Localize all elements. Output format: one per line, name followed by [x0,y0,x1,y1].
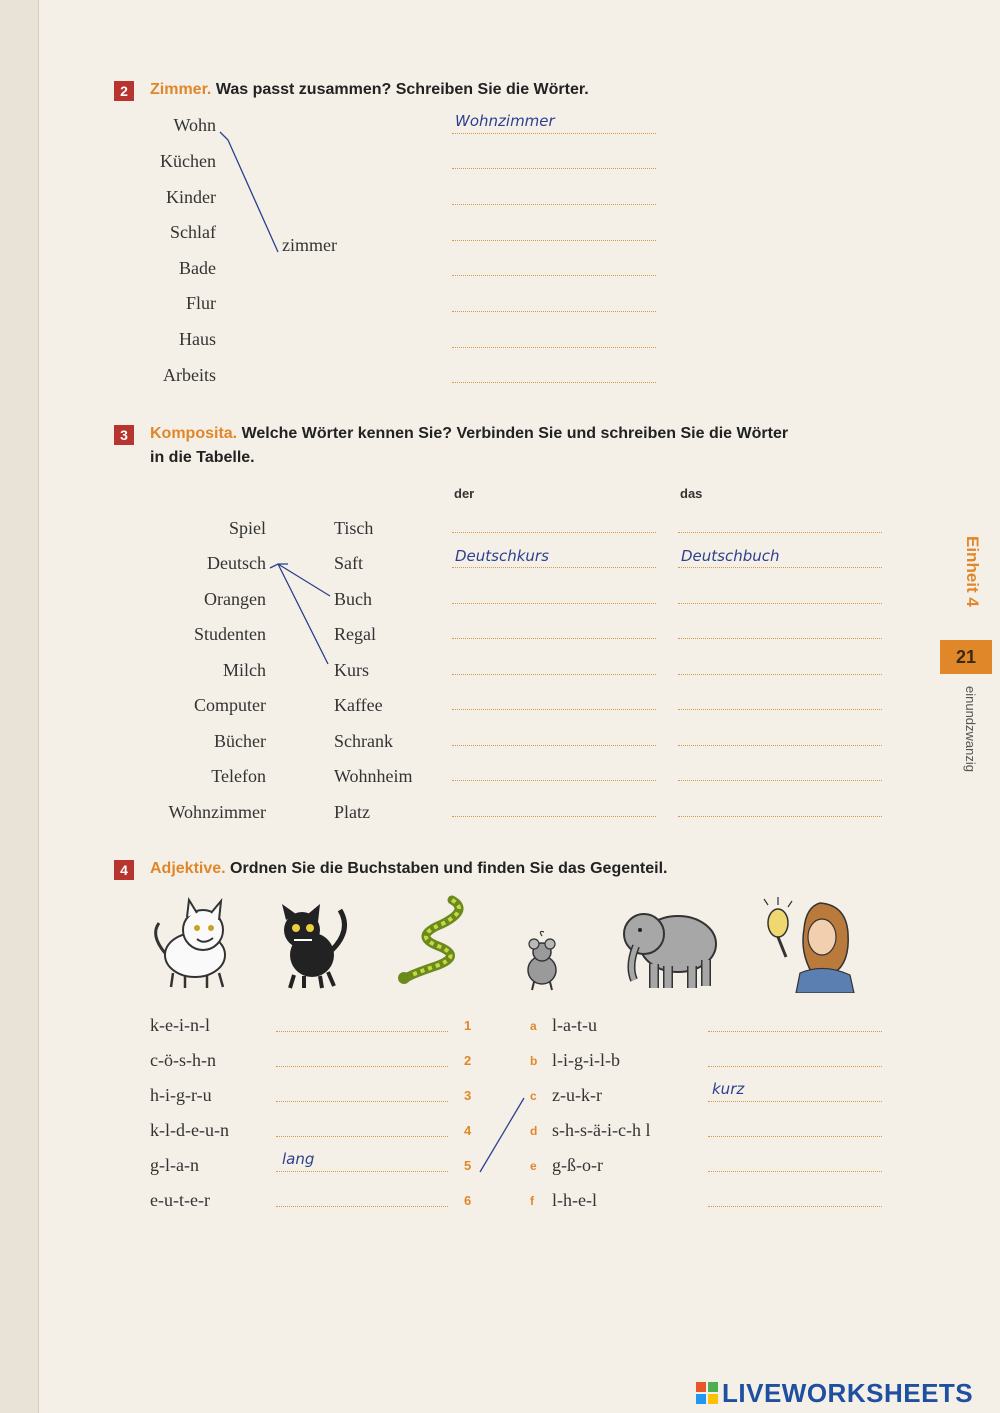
der-answer-line[interactable] [452,532,656,533]
scramble-right: l-i-g-i-l-b [552,1050,620,1070]
scramble-right: g-ß-o-r [552,1155,603,1175]
task4-instruction: Ordnen Sie die Buchstaben und finden Sie das Gegenteil. [230,860,668,877]
task3-right-word: Tisch [334,518,374,538]
item-letter: b [530,1054,538,1068]
scramble-right: s-h-s-ä-i-c-h l [552,1120,651,1140]
task3-left-word: Wohnzimmer [168,802,266,822]
task3-left-word: Deutsch [207,553,266,573]
answer-line[interactable] [452,347,656,348]
scramble-left: c-ö-s-h-n [150,1050,216,1070]
page-number: 21 [940,640,992,674]
item-letter: c [530,1089,537,1103]
task3-right-word: Regal [334,624,376,644]
right-answer-line[interactable] [708,1031,882,1032]
das-answer-line[interactable] [678,816,882,817]
task2-connector-line [210,120,290,260]
elephant-icon [614,900,724,992]
scramble-left: k-e-i-n-l [150,1015,210,1035]
der-answer-line[interactable] [452,780,656,781]
das-answer-line[interactable] [678,745,882,746]
task2-keyword: Zimmer. [150,81,212,98]
task3-title [150,425,890,443]
item-number: 6 [464,1193,472,1208]
task3-instruction: Welche Wörter kennen Sie? Verbinden Sie und schreiben Sie die Wörter [241,425,789,442]
task3-left-word: Computer [194,695,266,715]
right-answer-line[interactable] [708,1136,882,1137]
answer-line[interactable] [452,133,656,134]
task2-word: Flur [185,293,216,313]
item-letter: d [530,1124,538,1138]
white-cat-icon [145,895,240,990]
task2-word: Wohn [173,115,216,135]
mouse-icon [518,930,566,992]
scramble-left: g-l-a-n [150,1155,199,1175]
liveworksheets-logo-text: LIVEWORKSHEETS [722,1378,974,1408]
task3-left-word: Spiel [228,518,266,538]
item-number: 3 [464,1088,472,1103]
scramble-right: l-h-e-l [552,1190,597,1210]
left-answer-line[interactable] [276,1206,448,1207]
scramble-right: z-u-k-r [552,1085,602,1105]
das-answer-line[interactable] [678,674,882,675]
snake-icon [392,890,472,990]
der-answer-handwritten: Deutschkurs [455,547,549,565]
right-answer-line[interactable] [708,1171,882,1172]
das-answer-line[interactable] [678,567,882,568]
task4-number-badge: 4 [114,860,134,880]
item-letter: e [530,1159,537,1173]
task2-number-badge: 2 [114,81,134,101]
task4-keyword: Adjektive. [150,860,226,877]
left-answer-line[interactable] [276,1031,448,1032]
answer-line[interactable] [452,311,656,312]
item-letter: f [530,1194,534,1208]
task3-left-word: Orangen [204,589,266,609]
left-answer-line[interactable] [276,1101,448,1102]
task4-connector-line [476,1094,532,1176]
task4-title [150,860,667,878]
der-answer-line[interactable] [452,674,656,675]
task3-left-word: Telefon [211,766,266,786]
scramble-left: e-u-t-e-r [150,1190,210,1210]
left-answer-line[interactable] [276,1066,448,1067]
der-answer-line[interactable] [452,603,656,604]
answer-line[interactable] [452,204,656,205]
task2-word: Kinder [166,187,216,207]
item-number: 5 [464,1158,472,1173]
das-answer-line[interactable] [678,603,882,604]
page-number-word: einundzwanzig [963,686,978,773]
task2-instruction: Was passt zusammen? Schreiben Sie die Wörter. [215,81,589,98]
task3-number-badge: 3 [114,425,134,445]
task2-word: Küchen [160,151,216,171]
task2-word: Haus [179,329,216,349]
der-answer-line[interactable] [452,709,656,710]
task3-right-word: Schrank [334,731,393,751]
right-answer-line[interactable] [708,1101,882,1102]
task3-keyword: Komposita. [150,425,238,442]
answer-line[interactable] [452,382,656,383]
right-answer-line[interactable] [708,1066,882,1067]
liveworksheets-logo-icon [696,1382,718,1404]
right-answer-handwritten: kurz [712,1080,745,1098]
das-answer-line[interactable] [678,532,882,533]
column-header-das: das [680,486,703,501]
task3-left-word: Studenten [194,624,266,644]
left-answer-handwritten: lang [282,1150,315,1168]
task3-instruction-line2: in die Tabelle. [150,449,255,466]
black-cat-icon [268,900,358,990]
binding-edge [0,0,39,1413]
scramble-left: h-i-g-r-u [150,1085,212,1105]
task3-connector-lines [266,556,336,676]
item-number: 1 [464,1018,472,1033]
unit-label: Einheit 4 [963,536,982,607]
scramble-left: k-l-d-e-u-n [150,1120,229,1140]
task3-right-word: Platz [334,802,370,822]
item-number: 4 [464,1123,472,1138]
das-answer-line[interactable] [678,638,882,639]
task3-right-word: Kaffee [334,695,383,715]
task2-suffix: zimmer [282,235,337,255]
column-header-der: der [454,486,475,501]
task3-right-word: Wohnheim [334,766,413,786]
answer-line[interactable] [452,168,656,169]
der-answer-line[interactable] [452,745,656,746]
woman-mirror-icon [760,893,860,993]
task3-left-word: Milch [223,660,266,680]
der-answer-line[interactable] [452,816,656,817]
task2-word: Schlaf [170,222,216,242]
left-answer-line[interactable] [276,1136,448,1137]
das-answer-line[interactable] [678,709,882,710]
task3-left-word: Bücher [214,731,266,751]
das-answer-handwritten: Deutschbuch [681,547,780,565]
der-answer-line[interactable] [452,638,656,639]
scramble-right: l-a-t-u [552,1015,597,1035]
answer-line[interactable] [452,275,656,276]
left-answer-line[interactable] [276,1171,448,1172]
task2-word: Bade [179,258,216,278]
answer-line[interactable] [452,240,656,241]
task3-right-word: Saft [334,553,363,573]
task2-word: Arbeits [163,365,216,385]
task2-title [150,81,589,99]
task3-right-word: Kurs [334,660,369,680]
das-answer-line[interactable] [678,780,882,781]
right-answer-line[interactable] [708,1206,882,1207]
der-answer-line[interactable] [452,567,656,568]
item-number: 2 [464,1053,472,1068]
task3-right-word: Buch [334,589,372,609]
item-letter: a [530,1019,537,1033]
task2-answer-handwritten: Wohnzimmer [455,112,555,130]
liveworksheets-logo [696,1378,973,1406]
